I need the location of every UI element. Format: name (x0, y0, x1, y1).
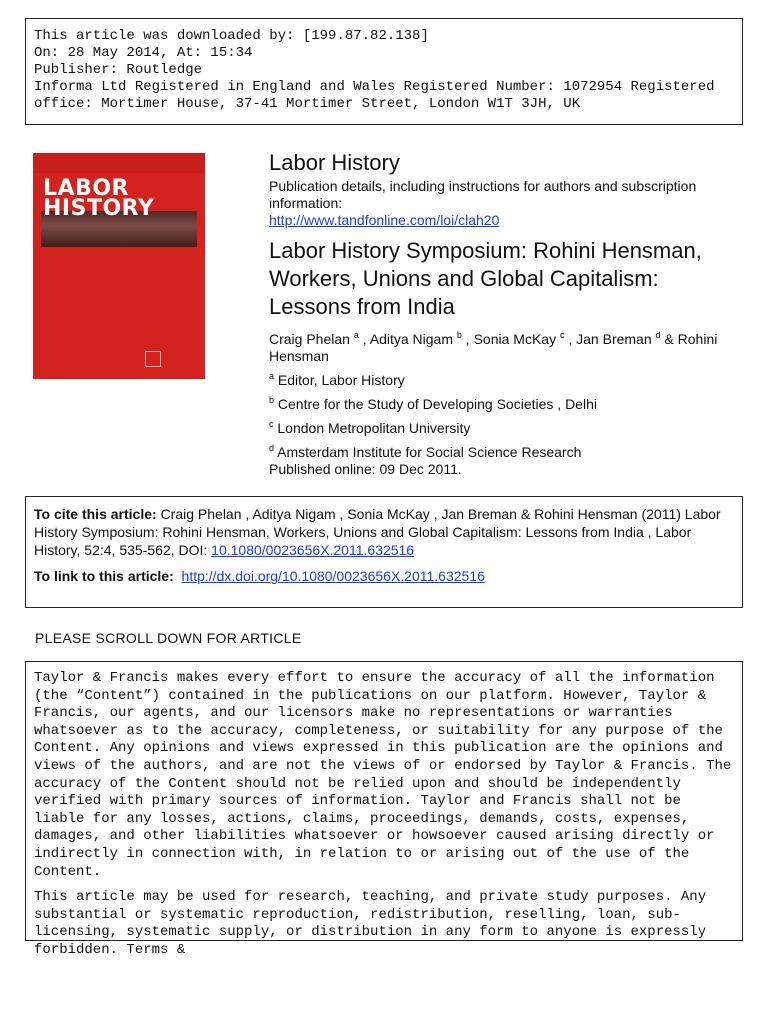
article-title: Labor History Symposium: Rohini Hensman, Workers, Unions and Global Capitalism: Lessons from India (269, 238, 702, 319)
affiliation: $^a$ Editor, Labor History (269, 371, 405, 388)
terms-paragraph: This article may be used for research, teaching, and private study purposes. Any substantial or systematic reproduction, redistribution, reselling, loan, sub-licensing, systematic supply, or distribution in any form to anyone is expressly forbidden. Terms & (34, 889, 707, 958)
disclaimer-paragraph: Taylor & Francis makes every effort to ensure the accuracy of all the information (the “Content”) contained in the publications on our platform. However, Taylor & Francis, our agents, and our licensors make no representations or warranties whatsoever as to the accuracy, completeness, or suitability for any purpose of the Content. Any opinions and views expressed in this publication are the opinions and views of the authors, and are not the views of or endorsed by Taylor & Francis. The accuracy of the Content should not be relied upon and should be independently verified with primary sources of information. Taylor and Francis shall not be liable for any losses, actions, claims, proceedings, demands, costs, expenses, damages, and other liabilities whatsoever or howsoever caused arising directly or indirectly in connection with, in relation to or arising out of the use of the Content. (34, 670, 732, 880)
registration-line: Informa Ltd Registered in England and Wales Registered Number: 1072954 Registered (34, 79, 715, 95)
published-online-date: Published online: 09 Dec 2011. (269, 461, 462, 477)
journal-title: Labor History (269, 150, 400, 175)
journal-url-link[interactable]: http://www.tandfonline.com/loi/clah20 (269, 212, 500, 228)
affiliation: $^b$ Centre for the Study of Developing Societies , Delhi (269, 395, 597, 412)
disclaimer-box (25, 661, 743, 958)
affiliation: $^d$ Amsterdam Institute for Social Science Research (269, 443, 582, 460)
scroll-down-notice: PLEASE SCROLL DOWN FOR ARTICLE (35, 630, 302, 646)
journal-cover-image (33, 153, 205, 379)
article-metadata (269, 148, 739, 478)
citation-text: To cite this article: Craig Phelan , Aditya Nigam , Sonia McKay , Jan Breman & Rohini Hensman (2011) Labor History Symposium: Rohini Hensman, Workers, Unions and Global Capitalism: Lessons from India , Labor History, 52:4, 535-562, DOI: 10.1080/0023656X.2011.632516 (34, 506, 721, 558)
author-name: Jan Breman (576, 331, 652, 347)
author-list: Craig Phelan $^a$ , Aditya Nigam $^b$ , Sonia McKay $^c$ , Jan Breman $^d$ & Rohini Hensman (269, 330, 718, 364)
link-label: To link to this article: (34, 568, 174, 584)
publication-details: Publication details, including instructions for authors and subscription information: (269, 178, 697, 211)
cite-label: To cite this article: (34, 506, 157, 522)
citation-box (25, 496, 743, 608)
author-name: Aditya Nigam (369, 331, 454, 347)
office-address-line: office: Mortimer House, 37-41 Mortimer Street, London W1T 3JH, UK (34, 96, 581, 112)
article-doi-url-link[interactable]: http://dx.doi.org/10.1080/0023656X.2011.632516 (181, 568, 485, 584)
cover-title: LABOR HISTORY (43, 176, 155, 221)
author-name: Sonia McKay (473, 331, 557, 347)
download-date-line: On: 28 May 2014, At: 15:34 (34, 45, 253, 61)
author-name: Rohini Hensman (269, 331, 718, 364)
publisher-line: Publisher: Routledge (34, 62, 203, 78)
cover-logo (145, 351, 161, 367)
author-name: Craig Phelan (269, 331, 350, 347)
doi-link[interactable]: 10.1080/0023656X.2011.632516 (211, 542, 415, 558)
article-link-row (34, 567, 734, 585)
downloaded-by-line: This article was downloaded by: [199.87.82.138] (34, 28, 429, 44)
affiliation: $^c$ London Metropolitan University (269, 419, 471, 436)
download-info-box (25, 18, 743, 125)
